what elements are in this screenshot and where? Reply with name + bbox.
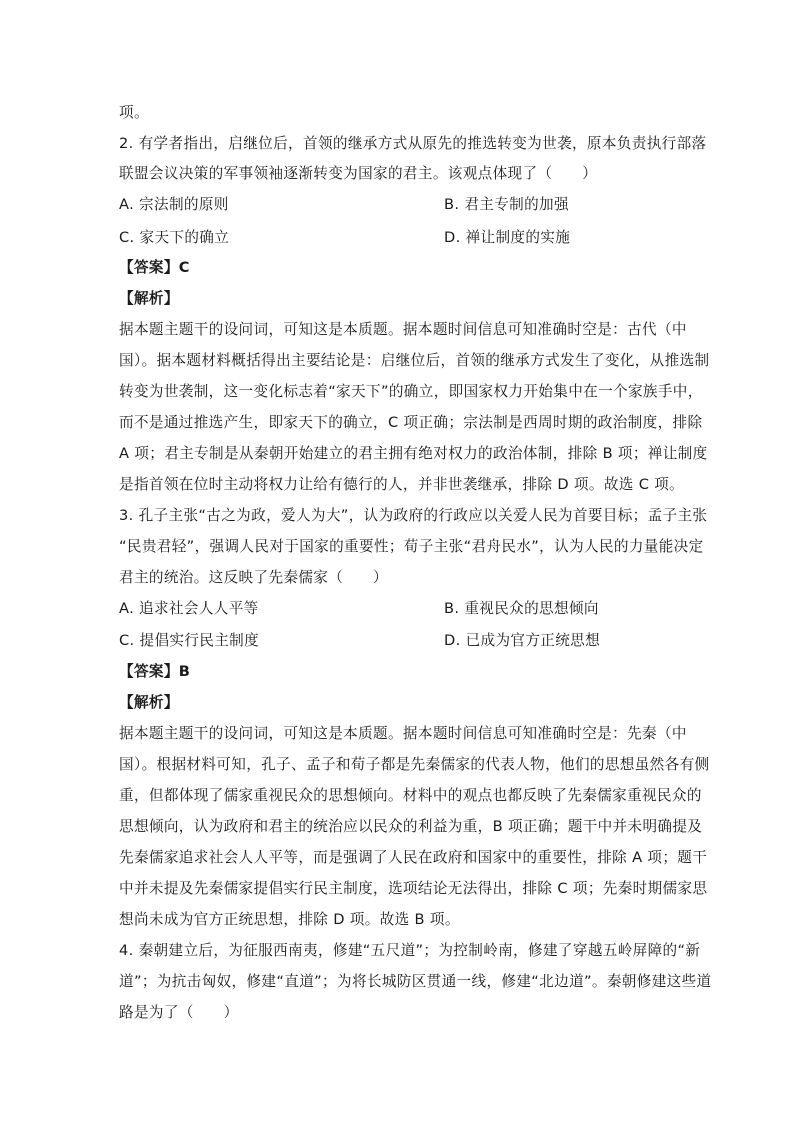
option-b: B. 重视民众的思想倾向: [444, 600, 599, 617]
option-b: B. 君主专制的加强: [444, 196, 569, 213]
analysis-line: 先秦儒家追求社会人人平等，而是强调了人民在政府和国家中的重要性，排除 A 项；题干: [119, 849, 708, 866]
question-2-stem: 联盟会议决策的军事领袖逐渐转变为国家的君主。该观点体现了（ ）: [119, 165, 598, 182]
analysis-line: 重，但都体现了儒家重视民众的思想倾向。材料中的观点也都反映了先秦儒家重视民众的: [119, 787, 702, 804]
option-d: D. 禅让制度的实施: [444, 229, 571, 246]
analysis-label: 【解析】: [119, 694, 179, 711]
option-a: A. 追求社会人人平等: [119, 600, 259, 617]
analysis-line: 思想倾向，认为政府和君主的统治应以民众的利益为重，B 项正确；题干中并未明确提及: [119, 818, 703, 835]
analysis-line: 国）。据本题材料概括得出主要结论是：启继位后，首领的继承方式发生了变化，从推选制: [119, 352, 710, 369]
option-c: C. 家天下的确立: [119, 229, 230, 246]
question-4-stem: 4. 秦朝建立后，为征服西南夷，修建“五尺道”；为控制岭南，修建了穿越五岭屏障的“新: [119, 942, 701, 959]
analysis-line: 据本题主题干的设问词，可知这是本质题。据本题时间信息可知准确时空是：先秦（中: [119, 725, 687, 742]
text-line: 项。: [119, 104, 149, 121]
analysis-label: 【解析】: [119, 290, 179, 307]
question-4-stem: 路是为了（ ）: [119, 1004, 239, 1021]
analysis-line: 中并未提及先秦儒家提倡实行民主制度，选项结论无法得出，排除 C 项；先秦时期儒家思: [119, 880, 708, 897]
question-3-stem: 3. 孔子主张“古之为政，爱人为大”，认为政府的行政应以关爱人民为首要目标；孟子主张: [119, 507, 708, 524]
option-d: D. 已成为官方正统思想: [444, 632, 601, 649]
analysis-line: 据本题主题干的设问词，可知这是本质题。据本题时间信息可知准确时空是：古代（中: [119, 321, 687, 338]
analysis-line: 而不是通过推选产生，即家天下的确立，C 项正确；宗法制是西周时期的政治制度，排除: [119, 414, 703, 431]
analysis-line: A 项；君主专制是从秦朝开始建立的君主拥有绝对权力的政治体制，排除 B 项；禅让制度: [119, 445, 708, 462]
question-2-stem: 2. 有学者指出，启继位后，首领的继承方式从原先的推选转变为世袭，原本负责执行部落: [119, 135, 707, 152]
answer-label: 【答案】B: [119, 663, 191, 680]
option-a: A. 宗法制的原则: [119, 196, 229, 213]
question-4-stem: 道”；为抗击匈奴，修建“直道”；为将长城防区贯通一线，修建“北边道”。秦朝修建这些道: [119, 973, 712, 990]
analysis-line: 想尚未成为官方正统思想，排除 D 项。故选 B 项。: [119, 911, 460, 928]
analysis-line: 是指首领在位时主动将权力让给有德行的人，并非世袭继承，排除 D 项。故选 C 项。: [119, 476, 685, 493]
option-c: C. 提倡实行民主制度: [119, 632, 260, 649]
question-3-stem: 君主的统治。这反映了先秦儒家（ ）: [119, 569, 388, 586]
question-3-stem: “民贵君轻”，强调人民对于国家的重要性；荀子主张“君舟民水”，认为人民的力量能决定: [119, 538, 704, 555]
analysis-line: 国）。根据材料可知，孔子、孟子和荀子都是先秦儒家的代表人物，他们的思想虽然各有侧: [119, 756, 710, 773]
analysis-line: 转变为世袭制，这一变化标志着“家天下”的确立，即国家权力开始集中在一个家族手中，: [119, 383, 703, 400]
answer-label: 【答案】C: [119, 259, 190, 276]
